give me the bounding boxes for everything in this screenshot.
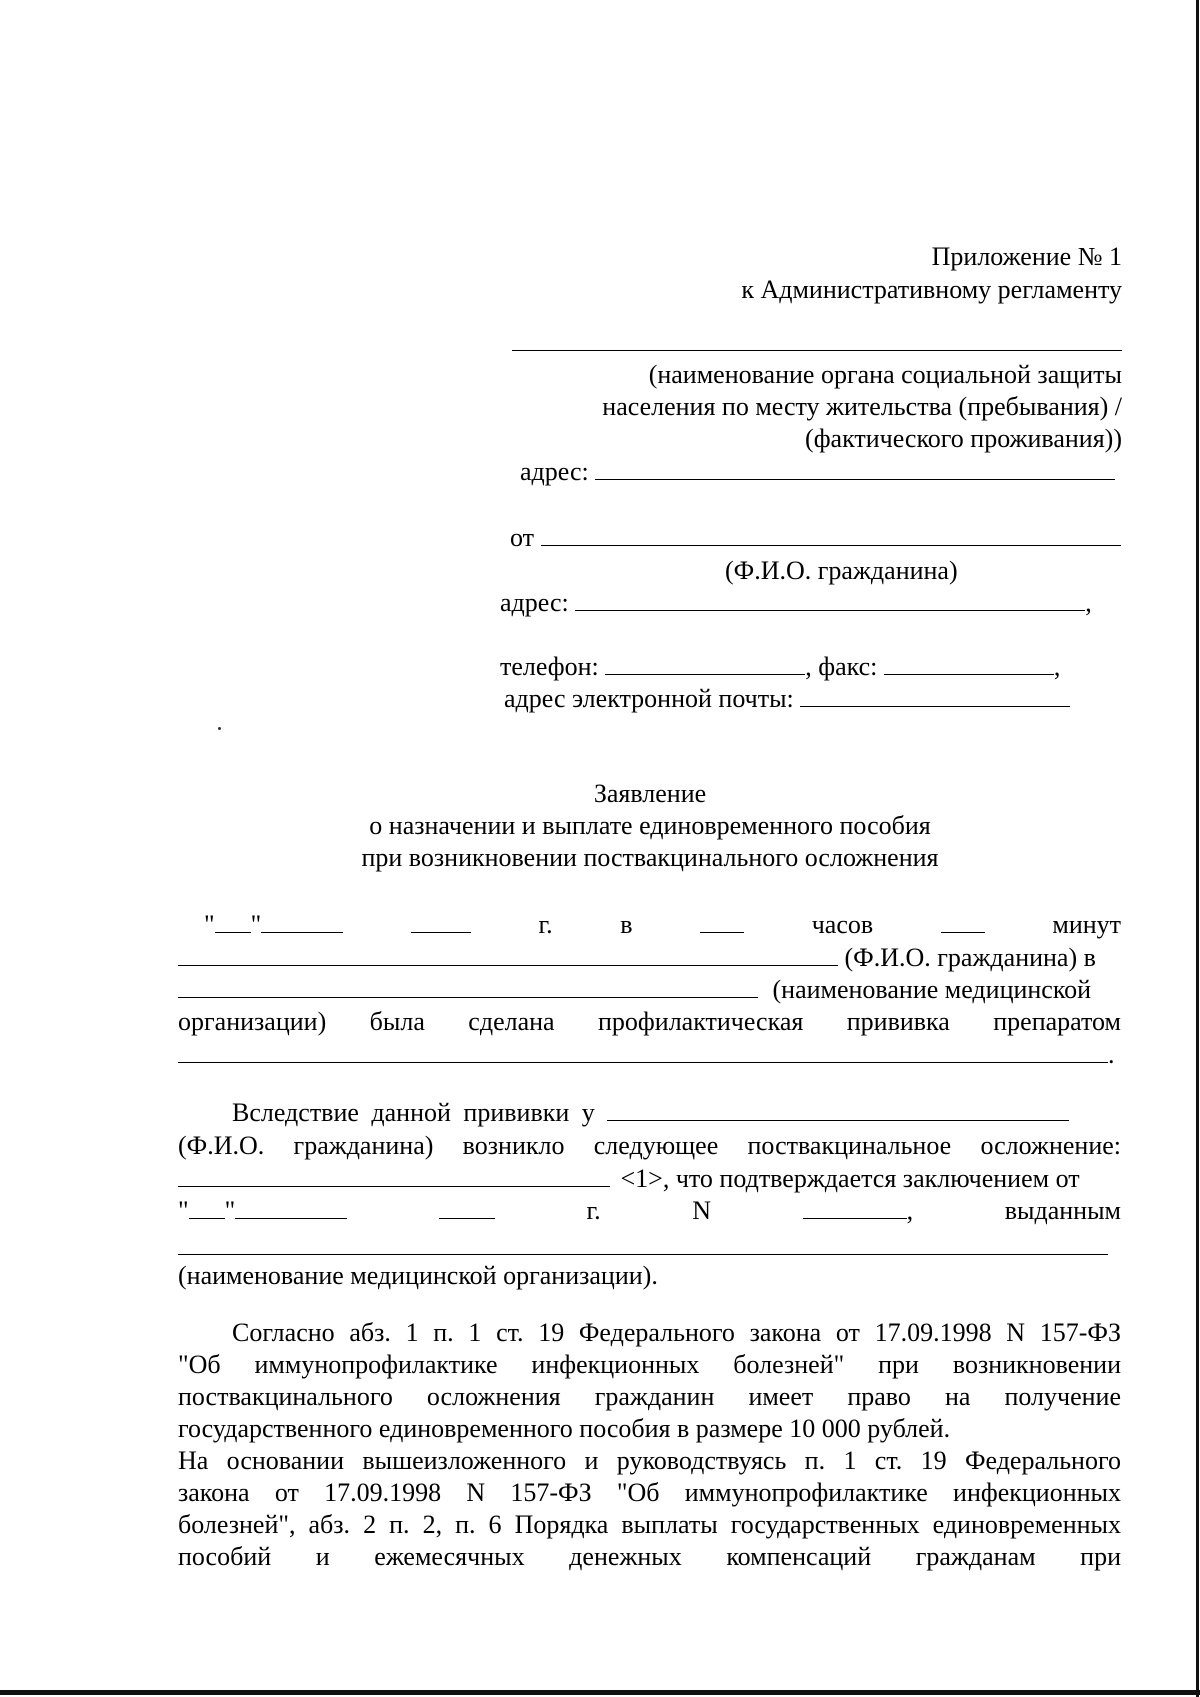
citizen-address-field[interactable] [575, 590, 1085, 611]
paragraph-line: На основании вышеизложенного и руководствуясь п. 1 ст. 19 Федерального [178, 1446, 1121, 1475]
med-org-caption: (наименование медицинской [772, 975, 1092, 1004]
scan-speck [218, 727, 221, 730]
med-org-field[interactable] [178, 977, 758, 998]
email-row [504, 684, 1070, 714]
affected-fio-field[interactable] [607, 1100, 1069, 1121]
issued-label: выданным [1004, 1196, 1121, 1225]
paragraph-line: "Об иммунопрофилактике инфекционных болезней" при возникновении [178, 1350, 1121, 1379]
org-address-field[interactable] [595, 459, 1115, 480]
vaccinated-person-row [178, 943, 1096, 973]
fio-in-caption: (Ф.И.О. гражданина) в [844, 943, 1096, 972]
complication-field[interactable] [178, 1166, 610, 1187]
email-label: адрес электронной почты: [504, 684, 794, 713]
org-caption-1: (наименование органа социальной защиты [648, 360, 1122, 389]
hours-field[interactable] [700, 912, 744, 933]
in-label: в [620, 910, 633, 939]
org-caption-2: населения по месту жительства (пребывания) / [602, 392, 1122, 421]
paragraph-line: государственного единовременного пособия в размере 10 000 рублей. [178, 1414, 951, 1443]
vaccine-field[interactable] [178, 1042, 1108, 1063]
minutes-label: минут [1052, 910, 1122, 939]
conclusion-number-field[interactable] [803, 1198, 907, 1219]
month-field[interactable] [261, 912, 343, 933]
period: . [1108, 1040, 1115, 1069]
paragraph-line: поствакцинального осложнения гражданин имеет право на получение [178, 1382, 1121, 1411]
paragraph-line: закона от 17.09.1998 N 157-ФЗ "Об иммунопрофилактике инфекционных [178, 1478, 1121, 1507]
phone-field[interactable] [605, 654, 805, 675]
vaccine-statement: организации) была сделана профилактическая прививка препаратом [178, 1007, 1121, 1036]
org-caption-3: (фактического проживания)) [805, 424, 1122, 453]
quote-close: " [250, 910, 262, 939]
paragraph-line: Согласно абз. 1 п. 1 ст. 19 Федерального закона от 17.09.1998 N 157-ФЗ [232, 1318, 1121, 1347]
fax-label: , факс: [805, 652, 878, 681]
conclusion-year-field[interactable] [439, 1198, 495, 1219]
from-row [510, 523, 1121, 553]
appendix-number: Приложение № 1 [931, 242, 1122, 271]
conclusion-year-label: г. [586, 1196, 601, 1225]
day-field[interactable] [215, 912, 251, 933]
confirmation-text: <1>, что подтверждается заключением от [620, 1164, 1080, 1193]
email-field[interactable] [800, 686, 1070, 707]
org-address-label: адрес: [520, 457, 589, 486]
from-field[interactable] [541, 525, 1121, 546]
quote-open: " [178, 1196, 189, 1225]
fio-caption: (Ф.И.О. гражданина) [725, 556, 958, 585]
regulation-reference: к Административному регламенту [741, 275, 1122, 304]
phone-fax-row: телефон: , факс: , [500, 652, 1061, 681]
minutes-field[interactable] [941, 912, 985, 933]
document-title: Заявление [593, 779, 707, 808]
consequence-intro: Вследствие данной прививки у [232, 1098, 595, 1127]
med-org-row [178, 975, 1091, 1005]
citizen-address-label: адрес: [500, 588, 569, 617]
vaccinated-fio-field[interactable] [178, 945, 838, 966]
org-name-field[interactable] [512, 350, 1122, 351]
issuer-field[interactable] [178, 1254, 1108, 1255]
year-label: г. [538, 910, 553, 939]
conclusion-date-row [178, 1196, 1121, 1226]
document-subtitle-1: о назначении и выплате единовременного пособия [369, 811, 931, 840]
quote-open: " [204, 910, 215, 939]
hours-label: часов [811, 910, 874, 939]
from-label: от [510, 523, 535, 552]
quote-close: " [224, 1196, 236, 1225]
paragraph-line: пособий и ежемесячных денежных компенсаций гражданам при [178, 1542, 1121, 1571]
comma: , [906, 1196, 914, 1225]
conclusion-month-field[interactable] [235, 1198, 347, 1219]
citizen-address-row: адрес: , [500, 588, 1092, 617]
scan-edge-bottom [0, 1690, 1200, 1695]
complication-statement: (Ф.И.О. гражданина) возникло следующее поствакцинальное осложнение: [178, 1131, 1121, 1160]
document-subtitle-2: при возникновении поствакцинального осложнения [361, 843, 939, 872]
conclusion-day-field[interactable] [189, 1198, 225, 1219]
legal-basis-paragraph [178, 1317, 1121, 1573]
phone-label: телефон: [500, 652, 599, 681]
issuer-caption: (наименование медицинской организации). [178, 1261, 658, 1290]
org-address-row [520, 457, 1115, 487]
year-field[interactable] [411, 912, 471, 933]
consequence-row [232, 1098, 1069, 1128]
vaccine-row [178, 1040, 1115, 1070]
number-label: N [692, 1196, 712, 1225]
vaccination-date-row [178, 910, 1121, 940]
fax-field[interactable] [884, 654, 1054, 675]
paragraph-line: болезней", абз. 2 п. 2, п. 6 Порядка выплаты государственных единовременных [178, 1510, 1121, 1539]
complication-row [178, 1164, 1080, 1194]
